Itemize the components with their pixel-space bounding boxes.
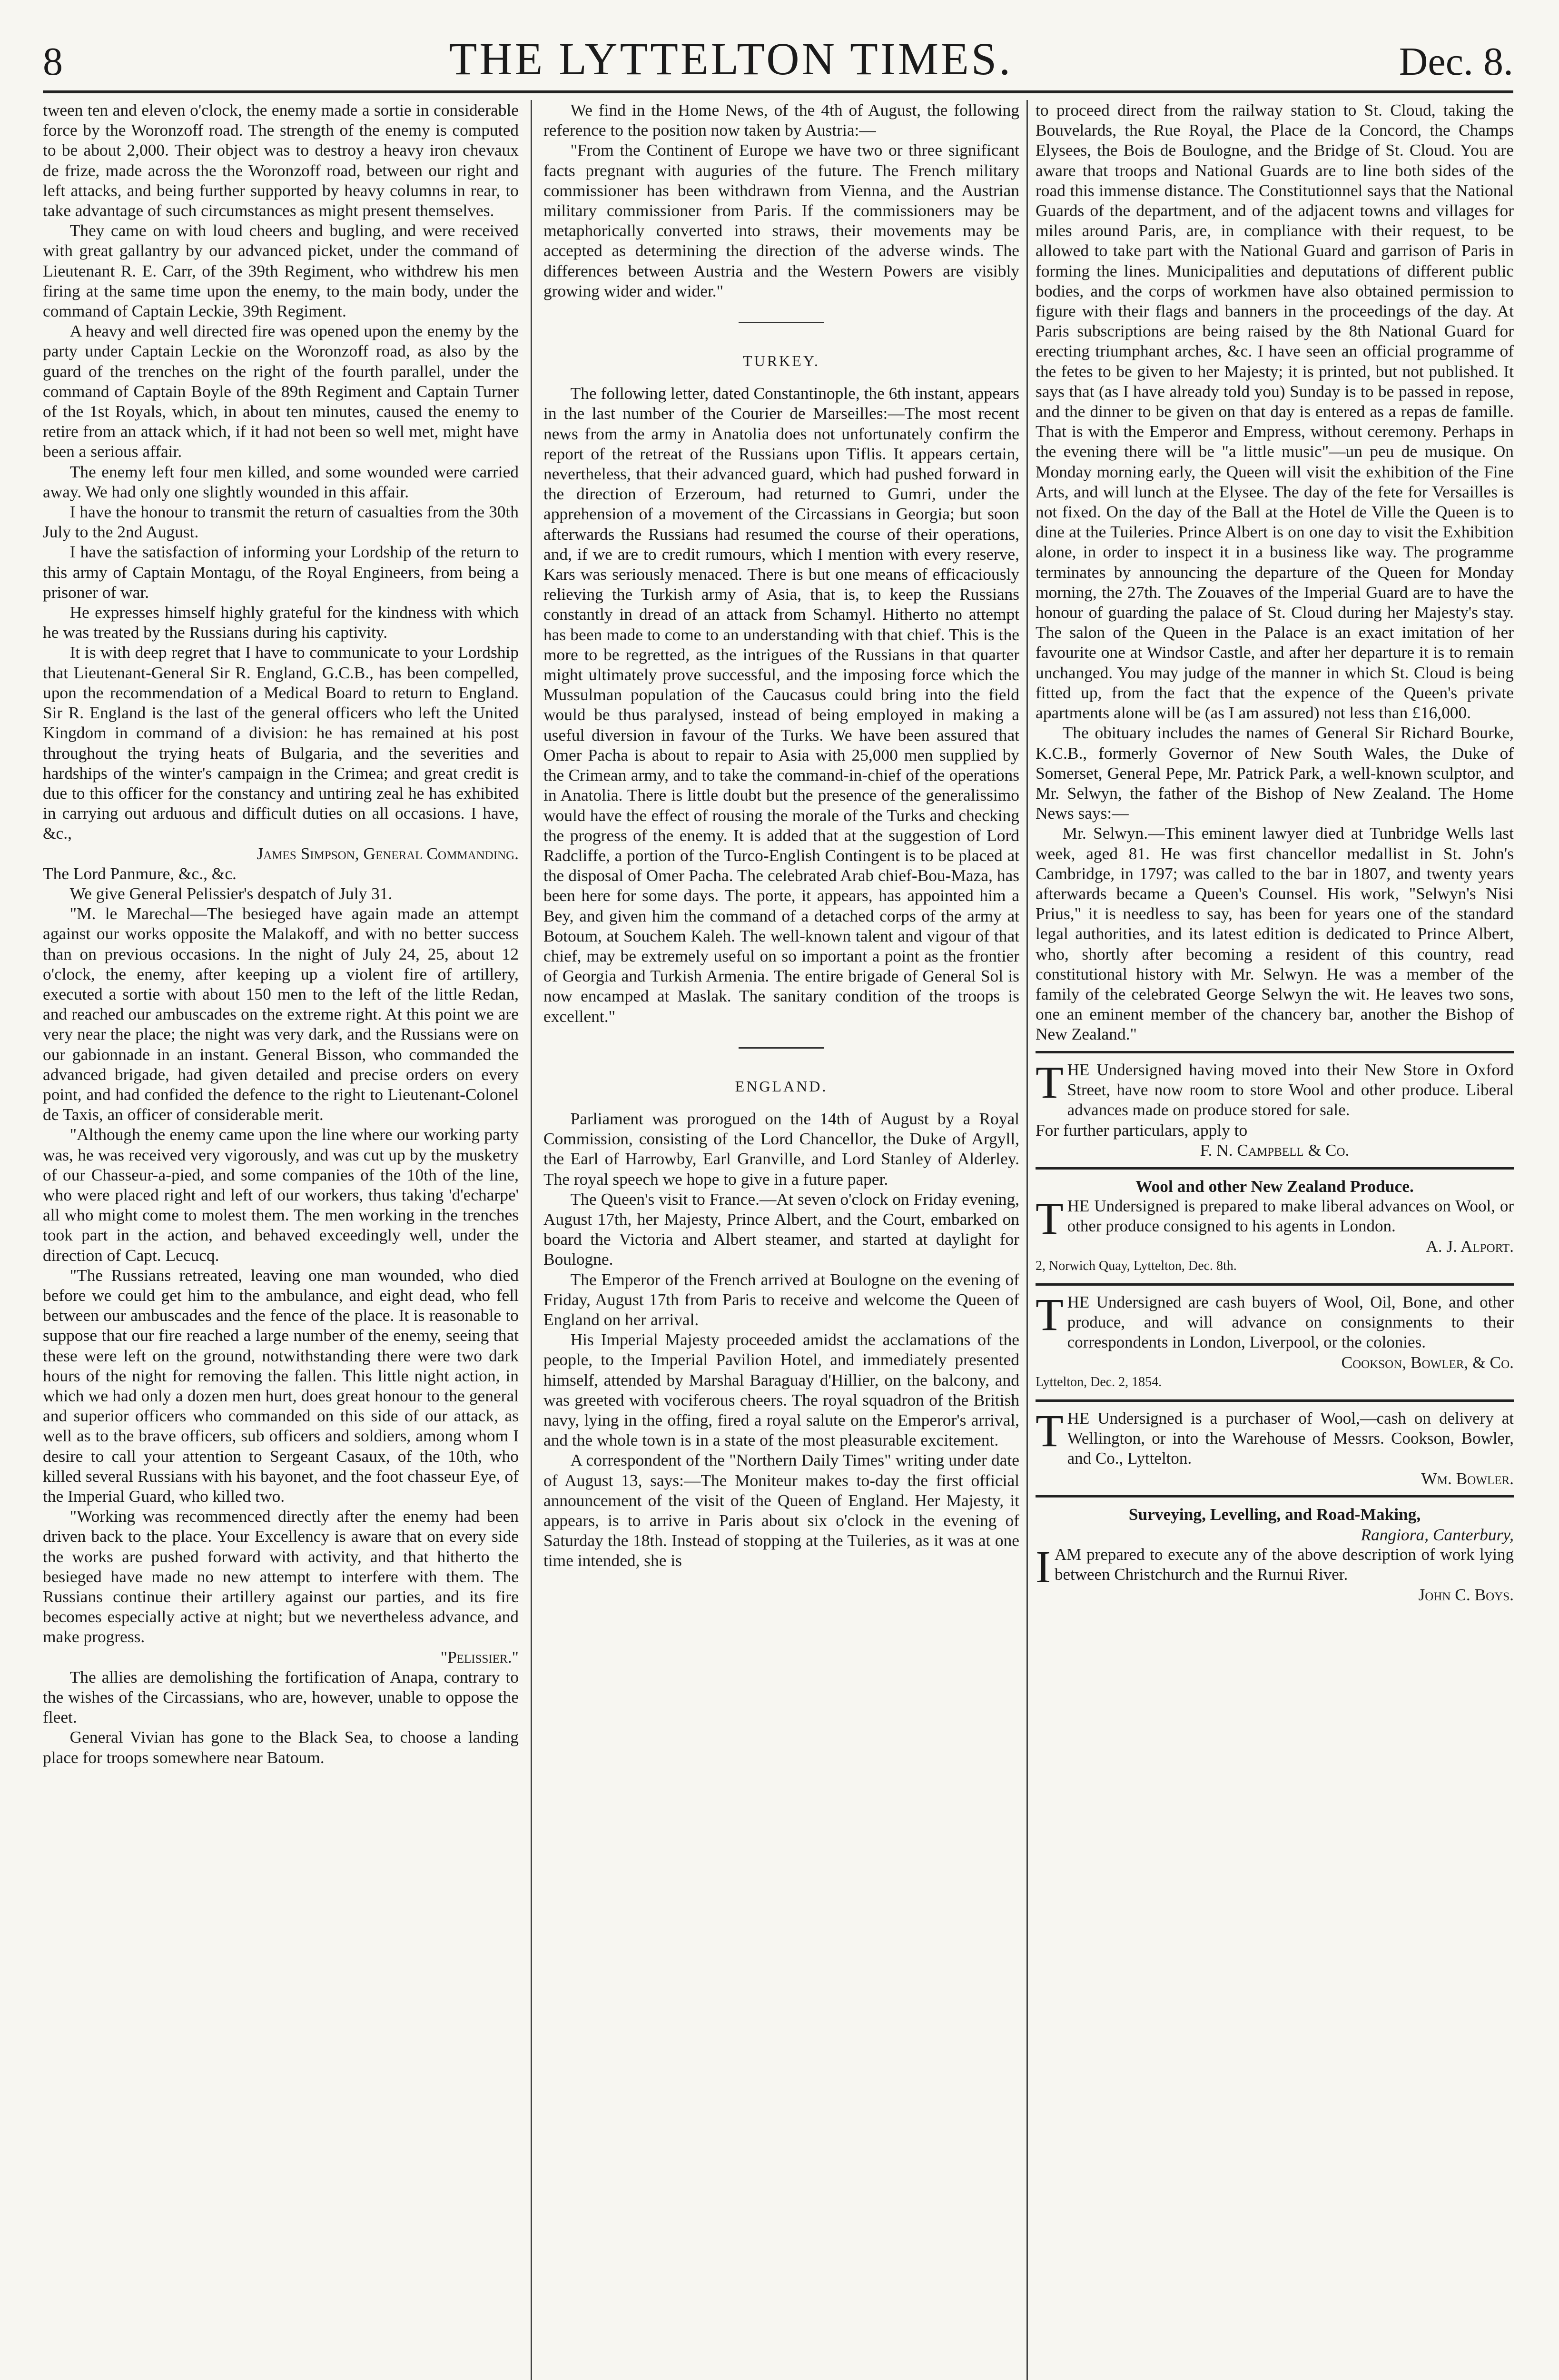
ad-heading: Wool and other New Zealand Produce. <box>1135 1176 1414 1196</box>
ad-signature: Cookson, Bowler, & Co. <box>1341 1353 1514 1372</box>
column-2 <box>543 100 1019 2380</box>
section-heading-turkey: TURKEY. <box>743 352 820 370</box>
section-heading-england: ENGLAND. <box>735 1077 828 1095</box>
advertisement <box>1036 1399 1514 1489</box>
article-paragraph: "Working was recommenced directly after the enemy had been driven back to the place. Your Excellency is aware that on every side the works are pushed forward with activity, and that hitherto the besieged have made no new attempt to interfere with them. The Russians continue their artillery against our parties, and its fire becomes especially active at night; but we nevertheless advance, and make progress. <box>43 1507 519 1646</box>
advertisement <box>1036 1495 1514 1605</box>
ad-body: HE Undersigned having moved into their New Store in Oxford Street, have now room to store Wool and other produce. Liberal advances made on produce stored for sale. <box>1067 1060 1514 1119</box>
article-paragraph: Parliament was prorogued on the 14th of August by a Royal Commission, consisting of the Lord Chancellor, the Duke of Argyll, the Earl of Harrowby, Earl Granville, and Lord Stanley of Alderley. The royal speech we hope to give in a future paper. <box>543 1109 1019 1189</box>
ad-body: AM prepared to execute any of the above description of work lying between Christchurch and the Rurnui River. <box>1054 1545 1514 1584</box>
article-paragraph: The Queen's visit to France.—At seven o'clock on Friday evening, August 17th, her Majesty, Prince Albert, and the Court, embarked on board the Victoria and Albert steamer, and started at daylight for Boulogne. <box>543 1189 1019 1269</box>
article-paragraph: The allies are demolishing the fortification of Anapa, contrary to the wishes of the Circassians, who are, however, unable to oppose the fleet. <box>43 1667 519 1727</box>
article-paragraph: The enemy left four men killed, and some wounded were carried away. We had only one slightly wounded in this affair. <box>43 462 519 501</box>
ad-dateline: Lyttelton, Dec. 2, 1854. <box>1036 1375 1162 1390</box>
issue-date: Dec. 8. <box>1399 40 1513 84</box>
advertisement <box>1036 1167 1514 1277</box>
column-rule-2 <box>1026 100 1028 2380</box>
article-paragraph: They came on with loud cheers and bugling, and were received with great gallantry by our advanced picket, under the command of Lieutenant R. E. Carr, of the 39th Regiment, who withdrew his men firing at the same time upon the enemy, to the main body, under the command of Captain Leckie, 39th Regiment. <box>43 221 519 321</box>
ad-dateline: 2, Norwich Quay, Lyttelton, Dec. 8th. <box>1036 1259 1237 1274</box>
article-paragraph: I have the satisfaction of informing your Lordship of the return to this army of Captain Montagu, of the Royal Engineers, from being a prisoner of war. <box>43 542 519 602</box>
article-paragraph: The obituary includes the names of General Sir Richard Bourke, K.C.B., formerly Governor of New South Wales, the Duke of Somerset, General Pepe, Mr. Patrick Park, a well-known sculptor, and Mr. Selwyn, the father of the Bishop of New Zealand. The Home News says:— <box>1036 723 1514 823</box>
article-paragraph: Mr. Selwyn.—This eminent lawyer died at Tunbridge Wells last week, aged 81. He was first chancellor medallist in St. John's Cambridge, in 1797; was called to the bar in 1807, and twenty years afterwards became a Queen's Counsel. His work, "Selwyn's Nisi Prius," it is needless to say, has been for years one of the standard legal authorities, and its latest edition is dedicated to Prince Albert, who, shortly after becoming a resident of this country, read constitutional history with Mr. Selwyn. He was a member of the family of the celebrated George Selwyn the wit. He leaves two sons, one an eminent member of the chancery bar, another the Bishop of New Zealand." <box>1036 823 1514 1044</box>
article-paragraph: "From the Continent of Europe we have two or three significant facts pregnant with auguries of the future. The French military commissioner has been withdrawn from Vienna, and the Austrian military commissioner from Paris. If the commissioners may be metaphorically converted into straws, their movements may be accepted as determining the direction of the adverse winds. The differences between Austria and the Western Powers are visibly growing wider and wider." <box>543 140 1019 300</box>
ad-body: HE Undersigned is prepared to make liberal advances on Wool, or other produce consigned to his agents in London. <box>1067 1196 1514 1235</box>
ad-heading: Surveying, Levelling, and Road-Making, <box>1128 1505 1421 1524</box>
advertisement <box>1036 1283 1514 1393</box>
article-paragraph: He expresses himself highly grateful for the kindness with which he was treated by the Russians during his captivity. <box>43 603 519 642</box>
article-paragraph: "The Russians retreated, leaving one man wounded, who died before we could get him to the ambulance, and eight dead, who fell between our ambuscades and the fence of the place. It is reasonable to suppose that our fire reached a large number of the enemy, seeing that these were left on the ground, notwithstanding there were two dark hours of the night for removing the fallen. This little night action, in which we had only a dozen men hurt, does great honour to the general and superior officers who commanded on this side of our attack, as well as to the brave officers, sub officers and soldiers, among whom I desire to call your attention to Sergeant Casaux, of the 10th, who killed several Russians with his bayonet, and the foot chasseur Eye, of the Imperial Guard, who killed two. <box>43 1265 519 1506</box>
masthead <box>43 24 1513 93</box>
drop-cap: T <box>1036 1289 1064 1340</box>
article-paragraph: The Emperor of the French arrived at Boulogne on the evening of Friday, August 17th from Paris to receive and welcome the Queen of England on her arrival. <box>543 1269 1019 1329</box>
ad-signature: John C. Boys. <box>1418 1585 1514 1605</box>
article-paragraph: It is with deep regret that I have to communicate to your Lordship that Lieutenant-General Sir R. England, G.C.B., has been compelled, upon the recommendation of a Medical Board to return to England. Sir R. England is the last of the general officers who left the United Kingdom in command of a division: he has remained at his post throughout the trying heats of Bulgaria, and the severities and hardships of the winter's campaign in the Crimea; and great credit is due to this officer for the constancy and untiring zeal he has exhibited in carrying out arduous and difficult duties on all occasions. I have, &c., <box>43 643 519 843</box>
drop-cap: I <box>1036 1541 1051 1592</box>
ad-signature: F. N. Campbell & Co. <box>1200 1140 1350 1160</box>
signature-line: "Pelissier." <box>440 1647 519 1666</box>
drop-cap: T <box>1036 1405 1064 1456</box>
ad-body: HE Undersigned are cash buyers of Wool, Oil, Bone, and other produce, and will advance on consignments to their correspondents in London, Liverpool, or the colonies. <box>1067 1292 1514 1351</box>
article-paragraph: to proceed direct from the railway station to St. Cloud, taking the Bouvelards, the Rue Royal, the Place de la Concord, the Champs Elysees, the Bois de Boulogne, and the Bridge of St. Cloud. You are aware that troops and National Guards are to line both sides of the road this immense distance. The Constitutionnel says that the National Guards of the department, and of the adjacent towns and villages for miles around Paris, are, in compliance with their request, to be allowed to take part with the National Guard and garrison of Paris in forming the lines. Municipalities and deputations of different public bodies, and the corps of workmen have also obtained permission to figure with their flags and banners in the proceedings of the day. At Paris subscriptions are being raised by the 8th National Guard for erecting triumphant arches, &c. I have seen an official programme of the fetes to be given to her Majesty; it is printed, but not published. It says that (as I have already told you) Sunday is to be passed in repose, and the dinner to be given on that day is entered as a repas de famille. That is with the Emperor and Empress, without ceremony. Perhaps in the evening there will be "a little music"—un peu de musique. On Monday morning early, the Queen will visit the exhibition of the Fine Arts, and will lunch at the Elysee. The day of the fete for Versailles is not fixed. On the day of the Ball at the Hotel de Ville the Queen is to dine at the Tuileries. Prince Albert is on one day to visit the Exhibition alone, in order to inspect it in a business like way. The programme terminates by announcing the departure of the Queen for Monday morning, the 27th. The Zouaves of the Imperial Guard are to have the honour of guarding the palace of St. Cloud during her Majesty's stay. The salon of the Queen in the Palace is an exact imitation of her favourite one at Windsor Castle, and after her departure it is to remain unchanged. You may judge of the manner in which St. Cloud is being fitted up, from the fact that the expence of the Queen's private apartments alone will be (as I am assured) not less than £16,000. <box>1036 100 1514 723</box>
article-paragraph: General Vivian has gone to the Black Sea, to choose a landing place for troops somewhere near Batoum. <box>43 1727 519 1767</box>
column-rule-1 <box>531 100 532 2380</box>
signature-line: James Simpson, General Commanding. <box>257 843 519 863</box>
ad-body: HE Undersigned is a purchaser of Wool,—cash on delivery at Wellington, or into the Warehouse of Messrs. Cookson, Bowler, and Co., Lyttelton. <box>1067 1408 1514 1468</box>
article-paragraph: The following letter, dated Constantinople, the 6th instant, appears in the last number of the Courier de Marseilles:—The most recent news from the army in Anatolia does not unfortunately confirm the report of the retreat of the Russians upon Tiflis. It appears certain, nevertheless, that their advanced guard, which had pushed forward in the direction of Erzeroum, had returned to Gumri, under the apprehension of a movement of the Circassians in Georgia; but soon afterwards the Russians had resumed the course of their operations, and, if we are to credit rumours, which I mention with every reserve, Kars was seriously menaced. There is but one means of efficaciously relieving the Turkish army of Asia, that is, to keep the Russians constantly in dread of an attack from Schamyl. Hitherto no attempt has been made to come to an understanding with that chief. This is the more to be regretted, as the intrigues of the Russians in that quarter might ultimately prove successful, and the imposing force which the Mussulman population of the Caucasus could bring into the field would be thus paralysed, instead of being employed in making a useful diversion in favour of the Turks. We have been assured that Omer Pacha is about to repair to Asia with 25,000 men supplied by the Crimean army, and to take the command-in-chief of the operations in Anatolia. There is little doubt but the presence of the generalissimo would have the effect of rousing the morale of the Turks and checking the progress of the enemy. It is added that at the suggestion of Lord Radcliffe, a portion of the Turco-English Contingent is to be placed at the disposal of Omer Pacha. The celebrated Arab chief-Bou-Maza, has been here for some days. The porte, it appears, has appointed him a Bey, and given him the command of a detached corps of the army at Botoum, at Souchem Kaleh. The well-known talent and vigour of that chief, may be extremely useful on so important a point as the frontier of Georgia and Turkish Armenia. The entire brigade of General Sol is now encamped at Maslak. The sanitary condition of the troops is excellent." <box>543 384 1019 1026</box>
article-paragraph: A correspondent of the "Northern Daily Times" writing under date of August 13, says:—The Moniteur makes to-day the first official announcement of the visit of the Queen of England. Her Majesty, it appears, is to arrive in Paris about six o'clock in the evening of Saturday the 18th. Instead of stopping at the Tuileries, as it was at one time intended, she is <box>543 1450 1019 1570</box>
advertisement <box>1036 1051 1514 1160</box>
column-1 <box>43 100 519 2380</box>
section-divider <box>739 1047 824 1049</box>
article-paragraph: "M. le Marechal—The besieged have again made an attempt against our works opposite the Malakoff, and with no better success than on previous occasions. In the night of July 24, 25, about 12 o'clock, the enemy, after keeping up a violent fire of artillery, executed a sortie with about 150 men to the left of the little Redan, and reached our ambuscades on the extreme right. At this point we are very near the place; the night was very dark, and the Russians were on our gabionnade in an instant. General Bisson, who commanded the advanced brigade, had given detailed and precise orders on every point, and had confided the defence to the right to Lieutenant-Colonel de Taxis, an officer of considerable merit. <box>43 904 519 1124</box>
article-paragraph: His Imperial Majesty proceeded amidst the acclamations of the people, to the Imperial Pavilion Hotel, and immediately presented himself, attended by Marshal Baraguay d'Hillier, on the balcony, and was greeted with vociferous cheers. The royal squadron of the British navy, lying in the offing, fired a royal salute on the Emperor's arrival, and the whole town is in a state of the most pleasurable excitement. <box>543 1330 1019 1450</box>
article-paragraph: We give General Pelissier's despatch of July 31. <box>69 883 393 903</box>
ad-extra: For further particulars, apply to <box>1036 1121 1248 1140</box>
article-paragraph: A heavy and well directed fire was opened upon the enemy by the party under Captain Leckie on the Woronzoff road, as also by the guard of the trenches on the right of the fourth parallel, under the command of Captain Boyle of the 89th Regiment and Captain Turner of the 1st Royals, which, in about ten minutes, caused the enemy to retire from an attack which, if it had not been so well met, might have been a serious affair. <box>43 321 519 461</box>
page-number: 8 <box>43 40 63 84</box>
article-paragraph: "Although the enemy came upon the line where our working party was, he was received very vigorously, and was cut up by the musketry of our Chasseur-a-pied, and some companies of the 10th of the line, who were placed right and left of our workers, thus taking 'd'echarpe' all who might come to molest them. The men working in the trenches took part in the action, and behaved exceedingly well, under the direction of Capt. Lecucq. <box>43 1125 519 1265</box>
column-3 <box>1036 100 1514 2380</box>
ad-subheading: Rangiora, Canterbury, <box>1361 1525 1514 1544</box>
ad-signature: A. J. Alport. <box>1426 1237 1514 1256</box>
article-paragraph: We find in the Home News, of the 4th of August, the following reference to the position now taken by Austria:— <box>543 100 1019 140</box>
drop-cap: T <box>1036 1192 1064 1244</box>
ad-signature: Wm. Bowler. <box>1421 1469 1514 1488</box>
newspaper-title: THE LYTTELTON TIMES. <box>449 33 1013 84</box>
addressee-line: The Lord Panmure, &c., &c. <box>43 863 237 883</box>
section-divider <box>739 322 824 323</box>
article-paragraph: tween ten and eleven o'clock, the enemy made a sortie in considerable force by the Woronzoff road. The strength of the enemy is computed to be about 2,000. Their object was to destroy a heavy iron chevaux de frize, made across the the Woronzoff road, between our right and left attacks, and being further supported by heavy columns in rear, to take advantage of such circumstances as might present themselves. <box>43 100 519 220</box>
drop-cap: T <box>1036 1056 1064 1108</box>
article-paragraph: I have the honour to transmit the return of casualties from the 30th July to the 2nd August. <box>43 502 519 542</box>
